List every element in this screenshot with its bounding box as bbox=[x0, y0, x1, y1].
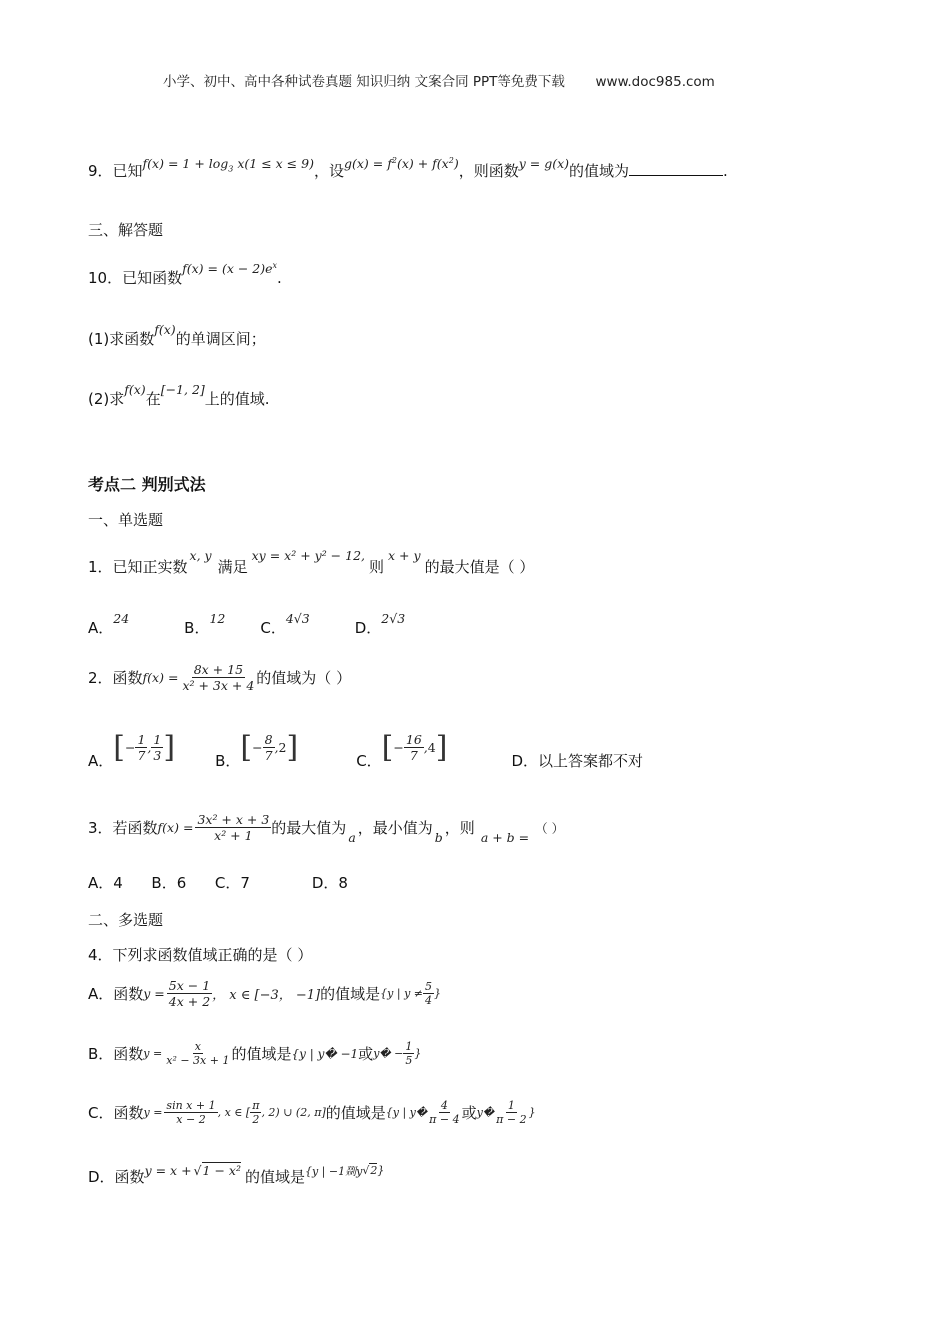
q4c-domain-fraction: $\frac{\pi}{2}$ bbox=[252, 1099, 260, 1127]
q2-option-c[interactable]: [ − $\frac{16}{7}$ , 4 ] bbox=[381, 729, 448, 765]
q10-label: 10．已知函数 bbox=[88, 269, 183, 287]
question-4: 4．下列求函数值域正确的是（ ） bbox=[88, 946, 313, 964]
q9-f-formula: f(x) = 1 + log3 x(1 ≤ x ≤ 9) bbox=[142, 156, 314, 174]
q4b-set: {y | y� −1 bbox=[291, 1046, 359, 1061]
q3-f: f(x) = bbox=[157, 820, 194, 835]
q4d-set-end: } bbox=[377, 1164, 385, 1177]
q3-fraction: $\frac{\text{3x² + x + 3}}{\text{x² + 1}}$ bbox=[197, 812, 270, 843]
q1-label: 1．已知正实数 bbox=[88, 558, 188, 576]
q1-text-3: 则 bbox=[369, 558, 385, 576]
q2-option-d[interactable]: D．以上答案都不对 bbox=[511, 751, 643, 770]
q3-text-4: ，则 bbox=[444, 819, 475, 837]
q4d-set: {y | −1剟y bbox=[304, 1164, 363, 1178]
q3-paren: （ ） bbox=[535, 820, 565, 836]
q4c-domain-2: , 2) ∪ (2, π] bbox=[261, 1106, 326, 1120]
q4c-set-fraction: $\frac{4}{\pi - 4}$ bbox=[429, 1099, 460, 1127]
q4-option-d-label: D．函数 bbox=[88, 1168, 145, 1186]
q2-fraction: $\frac{8x + 15}{\text{x² + 3x + 4}}$ bbox=[182, 662, 255, 693]
q4a-set: {y | y ≠ bbox=[380, 987, 423, 1000]
q1-equation: xy = x² + y² − 12, bbox=[251, 548, 366, 563]
q4-option-b[interactable] bbox=[88, 1040, 421, 1067]
q3-var-a: a bbox=[348, 830, 356, 845]
q4-option-d[interactable] bbox=[88, 1163, 385, 1187]
q3-label: 3．若函数 bbox=[88, 819, 158, 837]
q4d-sqrt: √1 − x² bbox=[193, 1163, 241, 1178]
q3-sum: a + b = bbox=[480, 830, 530, 845]
q4c-text: 的值域是 bbox=[325, 1104, 386, 1123]
q4-option-c[interactable] bbox=[88, 1099, 536, 1126]
q1-option-a-label: A． bbox=[88, 619, 114, 637]
question-10 bbox=[88, 260, 282, 288]
q2-option-a-label: A． bbox=[88, 751, 114, 770]
q4a-set-end: } bbox=[434, 987, 441, 1000]
question-2 bbox=[88, 662, 351, 693]
q4d-text: 的值域是 bbox=[244, 1168, 305, 1186]
q10-part2-tail: 上的值域. bbox=[204, 390, 270, 408]
q9-g-formula: g(x) = f2(x) + f(x2) bbox=[343, 155, 459, 171]
q4c-domain-1: , x ∈ [ bbox=[217, 1106, 251, 1120]
q2-label: 2．函数 bbox=[88, 669, 143, 687]
q1-option-d-label: D． bbox=[354, 619, 382, 637]
q10-part2-mid: 在 bbox=[145, 390, 161, 408]
q1-option-b-label: B． bbox=[184, 619, 210, 637]
header-text: 小学、初中、高中各种试卷真题 知识归纳 文案合同 PPT等免费下载 bbox=[163, 74, 565, 90]
q10-formula: f(x) = (x − 2)ex bbox=[182, 260, 278, 276]
header-url[interactable]: www.doc985.com bbox=[595, 74, 715, 90]
q1-text-2: 满足 bbox=[217, 558, 248, 576]
q2-option-b-label: B． bbox=[215, 751, 241, 770]
q1-vars: x, y bbox=[189, 548, 212, 563]
q4-option-c-label: C．函数 bbox=[88, 1104, 144, 1123]
page-header bbox=[163, 70, 715, 90]
q4a-set-fraction: $\frac{5}{4}$ bbox=[425, 979, 432, 1007]
q1-option-b[interactable]: 12 bbox=[209, 611, 226, 626]
question-3 bbox=[88, 812, 564, 843]
q4b-set-end: } bbox=[414, 1047, 422, 1061]
q10-part2-formula: f(x) bbox=[124, 382, 146, 397]
q10-part-2 bbox=[88, 382, 270, 409]
q4a-text: 的值域是 bbox=[320, 985, 381, 1003]
q9-text-2: ，设 bbox=[313, 162, 344, 180]
q3-text-3: ，最小值为 bbox=[357, 819, 433, 837]
q10-part1-text: (1)求函数 bbox=[88, 330, 155, 348]
q1-option-d[interactable]: 2√3 bbox=[381, 611, 406, 626]
q3-text-2: 的最大值为 bbox=[271, 819, 347, 837]
q4b-or: 或 bbox=[358, 1045, 374, 1064]
q4c-set-end: } bbox=[528, 1106, 536, 1120]
q4b-fraction: $\frac{x}{\text{x² − 3x + 1}}$ bbox=[166, 1040, 230, 1068]
q10-part1-tail: 的单调区间； bbox=[175, 330, 266, 348]
question-1 bbox=[88, 548, 535, 577]
q4b-y: y = bbox=[143, 1047, 163, 1061]
q9-y-formula: y = g(x) bbox=[518, 156, 570, 171]
q1-sum: x + y bbox=[388, 548, 421, 563]
q2-option-c-label: C． bbox=[356, 751, 382, 770]
answer-blank[interactable] bbox=[629, 163, 723, 176]
q4b-text: 的值域是 bbox=[231, 1045, 292, 1064]
q9-text-4: 的值域为 bbox=[569, 162, 630, 180]
q1-options bbox=[88, 611, 406, 638]
q4d-sqrt2: √2 bbox=[362, 1164, 378, 1177]
topic-heading: 考点二 判别式法 bbox=[88, 475, 206, 494]
q4a-fraction: $\frac{5x - 1}{4x + 2}$ bbox=[168, 978, 211, 1009]
section-heading-single: 一、单选题 bbox=[88, 511, 164, 529]
q4c-set-fraction-2: $\frac{1}{\pi - 2}$ bbox=[496, 1099, 527, 1127]
q10-part1-formula: f(x) bbox=[154, 322, 176, 337]
q4-option-b-label: B．函数 bbox=[88, 1045, 144, 1064]
question-9 bbox=[88, 155, 728, 182]
section-heading-answer: 三、解答题 bbox=[88, 221, 164, 239]
q4b-set2: y� − bbox=[373, 1047, 404, 1061]
q2-option-b[interactable]: [ − $\frac{8}{7}$ , 2 ] bbox=[240, 729, 299, 765]
q2-option-a[interactable]: [ − $\frac{1}{7}$ , $\frac{1}{3}$ ] bbox=[113, 729, 176, 765]
q4c-set2: y� bbox=[476, 1106, 495, 1120]
q4a-y: y = bbox=[143, 986, 165, 1001]
q1-option-a[interactable]: 24 bbox=[113, 611, 130, 626]
q10-part2-text: (2)求 bbox=[88, 390, 125, 408]
q4-option-a-label: A．函数 bbox=[88, 985, 144, 1003]
q4c-fraction: $\frac{\text{sin x + 1}}{x - 2}$ bbox=[166, 1099, 216, 1127]
q9-end: . bbox=[723, 162, 728, 180]
q2-f: f(x) = bbox=[142, 670, 179, 685]
q10-end: . bbox=[277, 269, 282, 287]
q3-var-b: b bbox=[434, 830, 443, 845]
q9-label: 9．已知 bbox=[88, 162, 143, 180]
q4b-set-fraction: $\frac{1}{5}$ bbox=[405, 1040, 413, 1068]
q4c-or: 或 bbox=[461, 1104, 477, 1123]
q9-text-3: ，则函数 bbox=[458, 162, 519, 180]
q1-text-4: 的最大值是（ ） bbox=[424, 558, 535, 576]
q4d-y: y = x + bbox=[144, 1163, 192, 1178]
section-heading-multi: 二、多选题 bbox=[88, 911, 164, 929]
q1-option-c[interactable]: 4√3 bbox=[285, 611, 310, 626]
q2-text-2: 的值域为（ ） bbox=[256, 669, 352, 687]
q3-options[interactable]: A．4 B．6 C．7 D．8 bbox=[88, 874, 348, 892]
q4a-domain: ， x ∈ [−3， −1] bbox=[212, 988, 321, 1003]
q1-option-c-label: C． bbox=[260, 619, 286, 637]
q10-part2-interval: [−1, 2] bbox=[160, 382, 205, 397]
q4c-set: {y | y� bbox=[385, 1106, 428, 1120]
q4c-y: y = bbox=[143, 1106, 163, 1120]
q10-part-1 bbox=[88, 322, 266, 349]
q2-options bbox=[88, 722, 643, 772]
q4-option-a[interactable] bbox=[88, 978, 441, 1009]
